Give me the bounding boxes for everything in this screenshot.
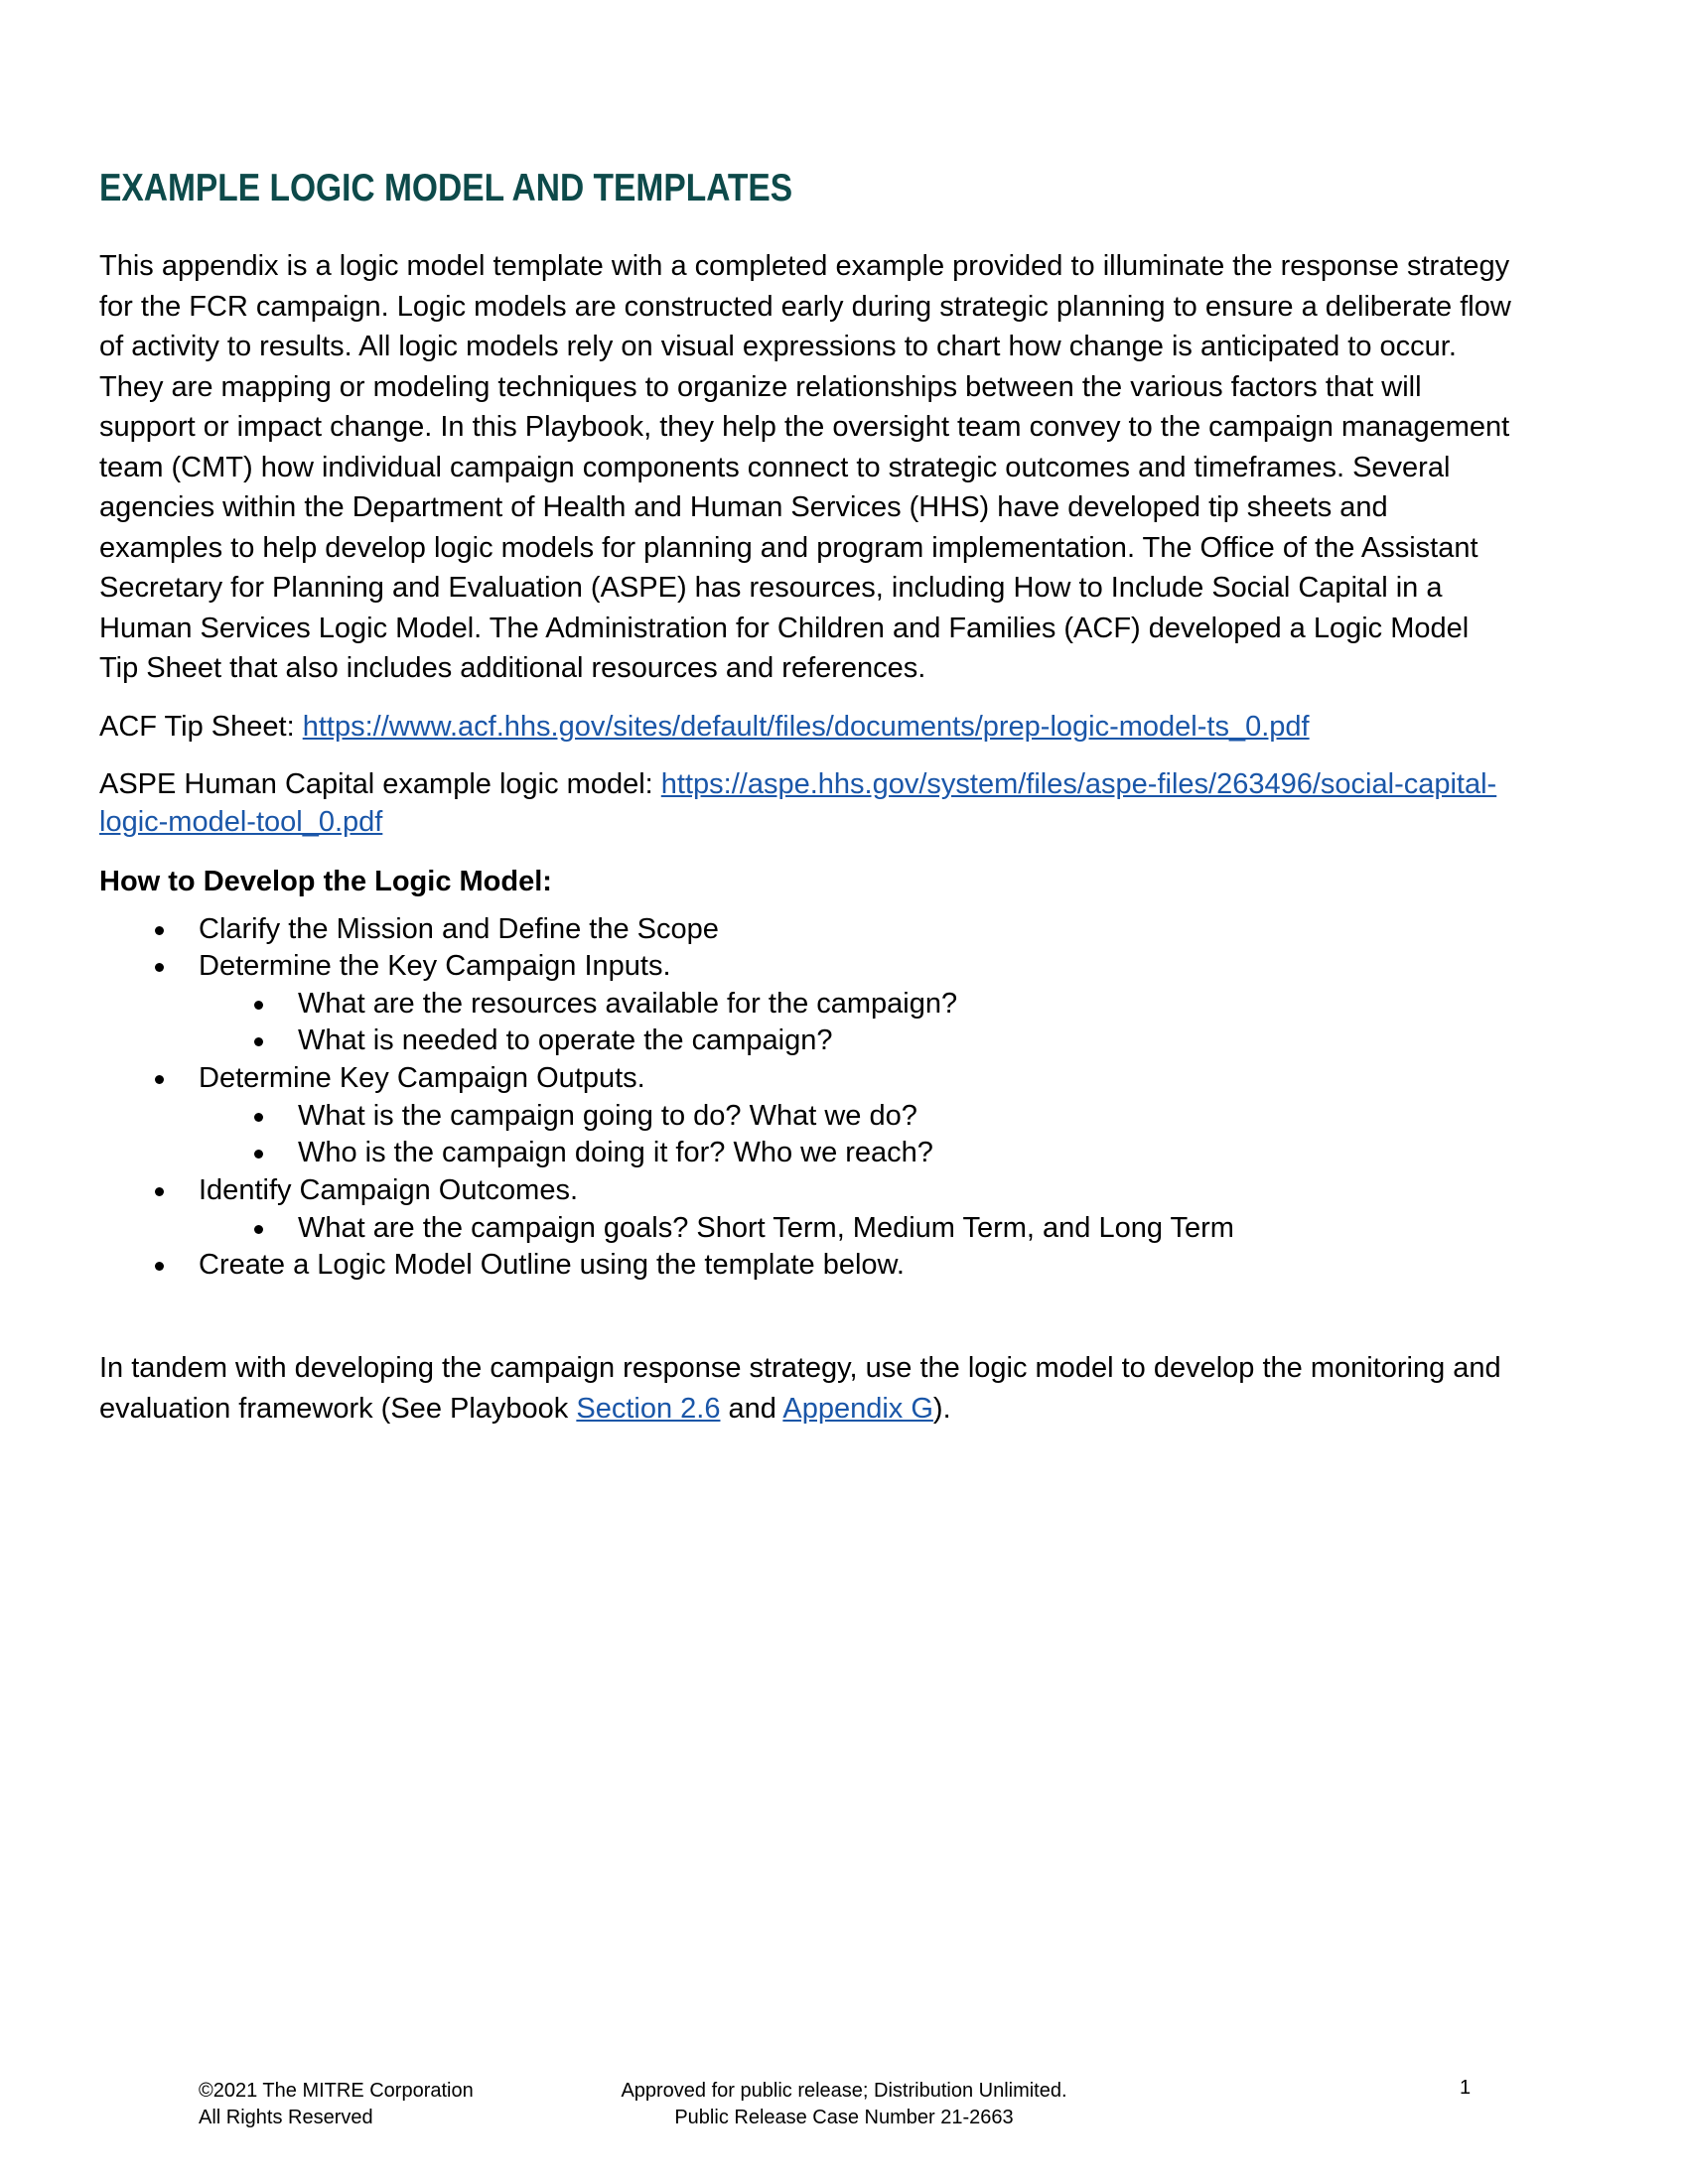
aspe-reference-label: ASPE Human Capital example logic model: xyxy=(99,768,661,800)
intro-line: team (CMT) how individual campaign components connect to strategic outcomes and timeframes. Several xyxy=(99,451,1451,483)
list-item xyxy=(199,1247,905,1283)
footer-release xyxy=(596,2078,1092,2131)
list-item-label: Clarify the Mission and Define the Scope xyxy=(199,913,719,945)
intro-line: support or impact change. In this Playbook, they help the oversight team convey to the campaign management xyxy=(99,411,1510,443)
list-subitem xyxy=(298,1023,832,1058)
case-number-text: Public Release Case Number 21-2663 xyxy=(674,2107,1014,2128)
aspe-reference-continued xyxy=(99,802,382,842)
section-2-6-link[interactable]: Section 2.6 xyxy=(576,1393,721,1425)
intro-line: Human Services Logic Model. The Administration for Children and Families (ACF) developed a Logic Model xyxy=(99,612,1470,644)
closing-text: and xyxy=(720,1393,783,1425)
intro-line: Tip Sheet that also includes additional resources and references. xyxy=(99,652,926,684)
bullet-icon xyxy=(254,1037,263,1046)
closing-line: In tandem with developing the campaign response strategy, use the logic model to develop the monitoring and xyxy=(99,1352,1501,1384)
list-item-label: Who is the campaign doing it for? Who we reach? xyxy=(298,1137,933,1168)
footer-copyright xyxy=(199,2078,474,2131)
list-subitem xyxy=(298,1098,917,1134)
list-item-label: What is the campaign going to do? What we do? xyxy=(298,1100,917,1132)
list-item xyxy=(199,911,719,947)
list-item-label: Determine the Key Campaign Inputs. xyxy=(199,950,671,982)
bullet-icon xyxy=(155,963,164,972)
bullet-icon xyxy=(254,1113,263,1122)
intro-line: agencies within the Department of Health and Human Services (HHS) have developed tip sheets and xyxy=(99,491,1388,523)
bullet-icon xyxy=(155,1075,164,1084)
intro-line: of activity to results. All logic models rely on visual expressions to chart how change is anticipated to occur. xyxy=(99,331,1457,362)
closing-paragraph xyxy=(99,1348,1501,1430)
release-text: Approved for public release; Distribution Unlimited. xyxy=(621,2080,1067,2102)
intro-line: examples to help develop logic models for planning and program implementation. The Office of the Assistant xyxy=(99,531,1478,564)
intro-line: for the FCR campaign. Logic models are constructed early during strategic planning to ensure a deliberate flow xyxy=(99,290,1511,323)
closing-text: evaluation framework (See Playbook xyxy=(99,1393,577,1425)
aspe-reference xyxy=(99,764,1496,804)
bullet-icon xyxy=(155,926,164,935)
bullet-icon xyxy=(254,1225,263,1234)
intro-line: They are mapping or modeling techniques to organize relationships between the various factors that will xyxy=(99,370,1422,403)
list-item-label: What are the campaign goals? Short Term, Medium Term, and Long Term xyxy=(298,1212,1234,1244)
list-subitem xyxy=(298,1135,933,1170)
aspe-logic-model-link[interactable]: https://aspe.hhs.gov/system/files/aspe-files/263496/social-capital- xyxy=(660,768,1497,800)
intro-line: Secretary for Planning and Evaluation (ASPE) has resources, including How to Include Social Capital in a xyxy=(99,572,1443,604)
list-item-label: Create a Logic Model Outline using the template below. xyxy=(199,1249,905,1281)
list-subitem xyxy=(298,986,957,1022)
bullet-icon xyxy=(155,1187,164,1196)
bullet-icon xyxy=(155,1262,164,1271)
list-item-label: What is needed to operate the campaign? xyxy=(298,1024,833,1056)
list-item xyxy=(199,1172,578,1208)
list-subitem xyxy=(298,1210,1234,1246)
intro-line: This appendix is a logic model template with a completed example provided to illuminate the response strategy xyxy=(99,250,1510,282)
bullet-icon xyxy=(254,1150,263,1159)
appendix-g-link[interactable]: Appendix G xyxy=(782,1393,933,1425)
list-item xyxy=(199,1060,645,1096)
copyright-text: ©2021 The MITRE Corporation xyxy=(199,2080,474,2102)
acf-reference xyxy=(99,707,1310,747)
closing-text: ). xyxy=(932,1393,951,1425)
rights-text: All Rights Reserved xyxy=(199,2107,373,2128)
list-item-label: What are the resources available for the campaign? xyxy=(298,988,958,1020)
howto-heading: How to Develop the Logic Model: xyxy=(99,866,552,897)
page-title: EXAMPLE LOGIC MODEL AND TEMPLATES xyxy=(99,167,793,209)
bullet-icon xyxy=(254,1001,263,1010)
list-item xyxy=(199,948,671,984)
intro-paragraph xyxy=(99,246,1594,689)
page-number: 1 xyxy=(1460,2077,1472,2099)
list-item-label: Determine Key Campaign Outputs. xyxy=(199,1062,645,1094)
list-item-label: Identify Campaign Outcomes. xyxy=(199,1174,579,1206)
acf-reference-label: ACF Tip Sheet: xyxy=(99,711,303,743)
closing-line xyxy=(99,1389,1501,1430)
aspe-logic-model-link-continued[interactable]: logic-model-tool_0.pdf xyxy=(99,806,383,838)
acf-tip-sheet-link[interactable]: https://www.acf.hhs.gov/sites/default/files/documents/prep-logic-model-ts_0.pdf xyxy=(302,711,1310,743)
